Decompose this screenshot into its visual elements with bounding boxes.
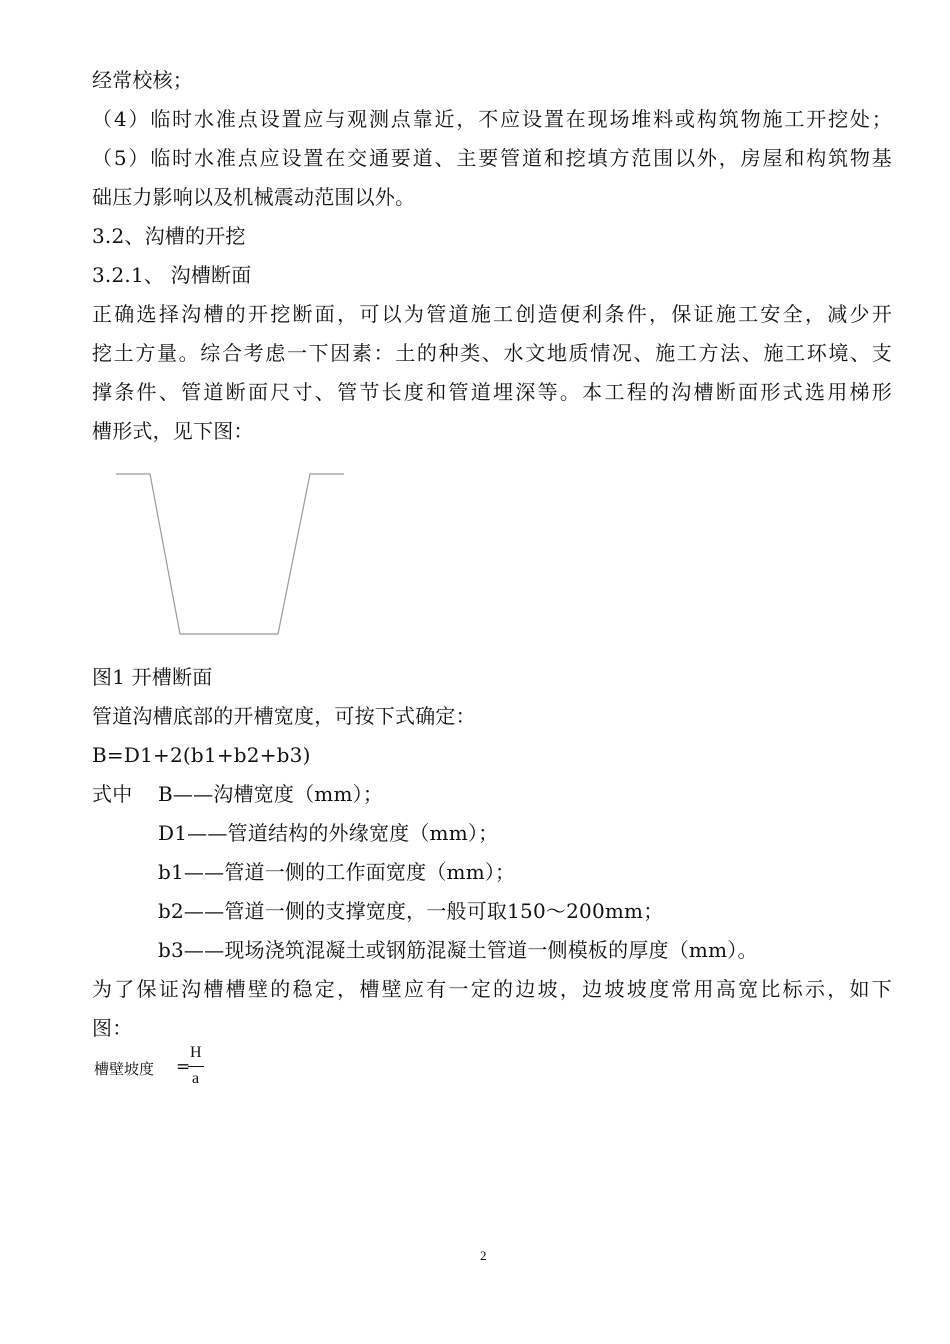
definition-b3: b3——现场浇筑混凝土或钢筋混凝土管道一侧模板的厚度（mm）。 bbox=[158, 938, 758, 962]
definition-d1: D1——管道结构的外缘宽度（mm）； bbox=[158, 821, 499, 845]
paragraph-text: 础压力影响以及机械震动范围以外。 bbox=[92, 185, 416, 209]
definition-b2: b2——管道一侧的支撑宽度，一般可取150～200mm； bbox=[158, 899, 664, 923]
figure-caption: 图1 开槽断面 bbox=[92, 665, 213, 689]
slope-formula bbox=[94, 1044, 294, 1094]
paragraph-text: 经常校核； bbox=[92, 68, 193, 92]
definition-intro: 式中 bbox=[92, 782, 133, 806]
page-number: 2 bbox=[480, 1248, 487, 1263]
slope-formula-numerator: H bbox=[190, 1044, 202, 1061]
paragraph-text: 管道沟槽底部的开槽宽度，可按下式确定： bbox=[92, 704, 476, 728]
paragraph-text: 正确选择沟槽的开挖断面，可以为管道施工创造便利条件，保证施工安全，减少开 bbox=[92, 302, 892, 326]
definition-b1: b1——管道一侧的工作面宽度（mm）； bbox=[158, 860, 516, 884]
trench-outline bbox=[116, 474, 344, 634]
section-heading: 3.2、沟槽的开挖 bbox=[92, 224, 246, 248]
trench-cross-section-figure bbox=[112, 468, 352, 640]
slope-formula-denominator: a bbox=[192, 1070, 200, 1087]
width-formula: B=D1+2(b1+b2+b3) bbox=[92, 743, 311, 767]
paragraph-text: 为了保证沟槽槽壁的稳定，槽壁应有一定的边坡，边坡坡度常用高宽比标示，如下 bbox=[92, 977, 892, 1001]
paragraph-text: 挖土方量。综合考虑一下因素：土的种类、水文地质情况、施工方法、施工环境、支 bbox=[92, 341, 892, 365]
paragraph-text: 图： bbox=[92, 1016, 133, 1040]
paragraph-text: （5）临时水准点应设置在交通要道、主要管道和挖填方范围以外，房屋和构筑物基 bbox=[92, 146, 892, 170]
definition-b: B——沟槽宽度（mm）； bbox=[158, 782, 384, 806]
paragraph-text: 撑条件、管道断面尺寸、管节长度和管道埋深等。本工程的沟槽断面形式选用梯形 bbox=[92, 380, 892, 404]
slope-formula-equals: = bbox=[176, 1057, 191, 1077]
paragraph-text: （4）临时水准点设置应与观测点靠近，不应设置在现场堆料或构筑物施工开挖处； bbox=[92, 107, 892, 131]
paragraph-text: 槽形式，见下图： bbox=[92, 419, 254, 443]
subsection-heading: 3.2.1、 沟槽断面 bbox=[92, 263, 252, 287]
fraction-bar bbox=[188, 1066, 204, 1067]
slope-formula-label: 槽壁坡度 bbox=[94, 1060, 155, 1078]
